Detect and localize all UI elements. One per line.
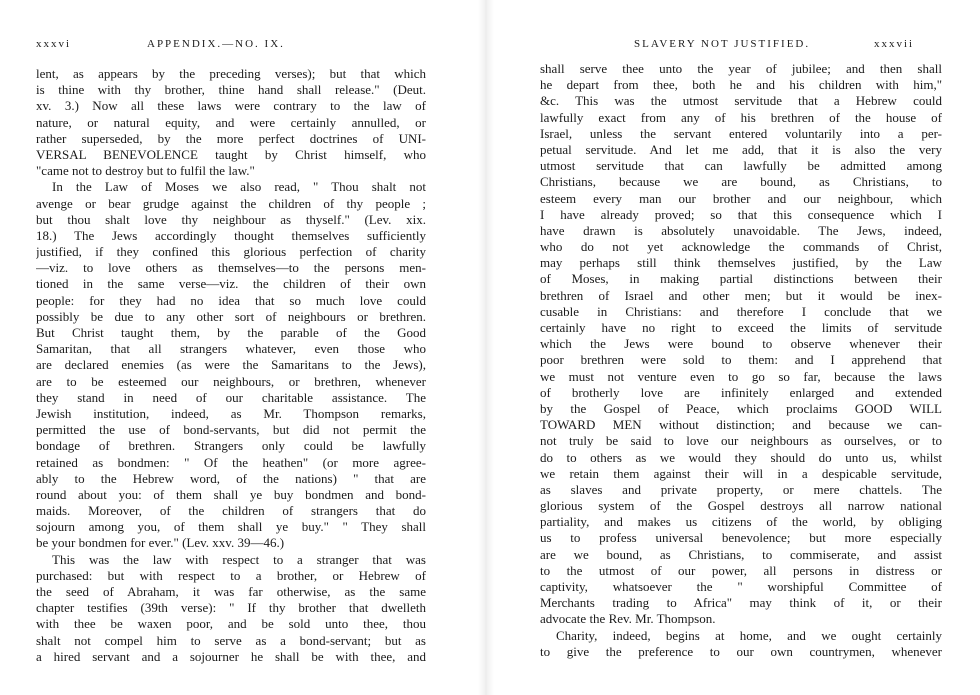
text-line: a hired servant and a sojourner he shall be with thee, and xyxy=(36,648,426,664)
text-line: chapter testifies (39th verse): " If thy brother that dwelleth xyxy=(36,600,426,616)
text-line: In the Law of Moses we also read, " Thou shalt not xyxy=(52,179,426,195)
text-line: we must not venture even to go so far, because the laws xyxy=(540,368,942,384)
text-line: esteem every man our brother and our neighbour, which xyxy=(540,190,942,206)
text-line: tioned in the same verse—viz. the children of their own xyxy=(36,276,426,292)
text-line: may perhaps still think themselves justified, by the Law xyxy=(540,255,942,271)
text-line: permitted the use of bond-servants, but did not permit the xyxy=(36,422,426,438)
right-running-head: SLAVERY NOT JUSTIFIED. xyxy=(634,38,811,50)
text-line: are we bound, as Christians, to commiserate, and assist xyxy=(540,546,942,562)
text-line: utmost servitude that can lawfully be admitted among xyxy=(540,158,942,174)
text-line: shall serve thee unto the year of jubilee; and then shall xyxy=(540,61,942,76)
text-line: ably to the Hebrew word, of the nations) " that are xyxy=(36,470,426,486)
text-line: 18.) The Jews accordingly thought themselves sufficiently xyxy=(36,227,426,243)
text-line: the seed of Abraham, it was far otherwise, as the same xyxy=(36,584,426,599)
text-line: are declared enemies (as were the Samaritans to the Jews), xyxy=(36,357,426,373)
text-line: we retain them against their will in a despicable servitude, xyxy=(540,465,942,481)
text-line: shalt not compel him to serve as a bond-servant; but as xyxy=(36,632,426,648)
left-page-header xyxy=(0,38,470,54)
text-line: people: for they had no idea that so much love could xyxy=(36,292,426,308)
left-page-number: xxxvi xyxy=(36,38,72,50)
text-line: But Christ taught them, by the parable of the Good xyxy=(36,325,426,340)
text-line: brethren of Israel and other men; but it would be inex- xyxy=(540,287,942,303)
text-line: purchased: but with respect to a brother, or Hebrew of xyxy=(36,567,426,583)
text-line: —viz. to love others as themselves—to the persons men- xyxy=(36,260,426,276)
text-line: which the Jews were bound to observe whenever their xyxy=(540,336,942,352)
right-page xyxy=(500,0,980,695)
text-line: they stand in need of our charitable assistance. The xyxy=(36,389,426,405)
text-line: partiality, and makes us citizens of the world, by obliging xyxy=(540,514,942,530)
text-line: Christians, because we are bound, as Christians, to xyxy=(540,174,942,190)
text-line: Israel, unless the servant entered voluntarily into a per- xyxy=(540,125,942,141)
text-line: VERSAL BENEVOLENCE taught by Christ himself, who xyxy=(36,146,426,162)
text-line: I have already proved; so that this consequence which I xyxy=(540,206,942,222)
text-line: avenge or bear grudge against the children of thy people ; xyxy=(36,195,426,211)
text-line: of brotherly love are infinitely enlarged and extended xyxy=(540,384,942,400)
text-line: xv. 3.) Now all these laws were contrary to the law of xyxy=(36,98,426,114)
left-running-head: APPENDIX.—NO. IX. xyxy=(147,38,285,50)
text-line: sojourn among you, of them shall ye buy." " They shall xyxy=(36,519,426,535)
text-line: advocate the Rev. Mr. Thompson. xyxy=(540,611,716,627)
text-line: not truly be said to love our neighbours as ourselves, or to xyxy=(540,433,942,449)
right-page-text xyxy=(540,61,942,660)
text-line: who do not yet acknowledge the commands of Christ, xyxy=(540,239,942,255)
text-line: &c. This was the utmost servitude that a Hebrew could xyxy=(540,93,942,109)
text-line: glorious system of the Gospel destroys all narrow national xyxy=(540,498,942,514)
text-line: is thine with thy brother, thine hand shall release." (Deut. xyxy=(36,82,426,98)
left-page xyxy=(0,0,470,695)
text-line: maids. Moreover, of the children of strangers that do xyxy=(36,503,426,519)
text-line: have drawn is absolutely unavoidable. The Jews, indeed, xyxy=(540,222,942,238)
text-line: TOWARD MEN without distinction; and because we can- xyxy=(540,417,942,433)
text-line: Charity, indeed, begins at home, and we ought certainly xyxy=(556,627,942,643)
text-line: rather superseded, by the more perfect doctrines of UNI- xyxy=(36,130,426,146)
text-line: as slaves and private property, or mere chattels. The xyxy=(540,481,942,497)
text-line: nature, or natural equity, and were certainly annulled, or xyxy=(36,114,426,130)
text-line: Merchants trading to Africa" may think of it, or their xyxy=(540,595,942,611)
text-line: lawfully exact from any of his brethren of the house of xyxy=(540,109,942,125)
text-line: poor brethren were sold to them: and I apprehend that xyxy=(540,352,942,368)
text-line: us to profess universal benevolence; but more especially xyxy=(540,530,942,546)
text-line: round about you: of them shall ye buy bondmen and bond- xyxy=(36,486,426,502)
text-line: be your bondmen for ever." (Lev. xxv. 39—46.) xyxy=(36,535,285,551)
text-line: "came not to destroy but to fulfil the law." xyxy=(36,163,255,179)
right-page-header xyxy=(500,38,980,54)
text-line: retained as bondmen: " Of the heathen" (or more agree- xyxy=(36,454,426,470)
text-line: of Moses, in making partial distinctions between their xyxy=(540,271,942,287)
text-line: to the utmost of our power, all persons in distress or xyxy=(540,562,942,578)
text-line: to give the preference to our own countrymen, whenever xyxy=(540,643,942,659)
text-line: but thou shalt love thy neighbour as thyself." (Lev. xix. xyxy=(36,211,426,227)
text-line: by the Gospel of Peace, which proclaims GOOD WILL xyxy=(540,400,942,416)
text-line: lent, as appears by the preceding verses); but that which xyxy=(36,66,426,81)
text-line: are to be esteemed our neighbours, or brethren, whenever xyxy=(36,373,426,389)
text-line: This was the law with respect to a stranger that was xyxy=(52,551,426,567)
text-line: possibly be due to any other sort of neighbours or brethren. xyxy=(36,308,426,324)
text-line: justified, if they confined this glorious perfection of charity xyxy=(36,244,426,260)
text-line: certainly have no right to exceed the limits of servitude xyxy=(540,320,942,335)
text-line: captivity, whatsoever the " worshipful Committee of xyxy=(540,579,942,594)
left-page-text xyxy=(36,66,426,665)
text-line: petual servitude. And let me add, that it is also the very xyxy=(540,141,942,157)
text-line: do to others as we would they should do unto us, whilst xyxy=(540,449,942,465)
right-page-number: xxxvii xyxy=(874,38,915,50)
text-line: with thee be waxen poor, and be sold unto thee, thou xyxy=(36,616,426,632)
book-gutter xyxy=(478,0,494,695)
text-line: Jewish institution, indeed, as Mr. Thompson remarks, xyxy=(36,405,426,421)
text-line: he depart from thee, both he and his children with him," xyxy=(540,77,942,93)
text-line: cusable in Christians: and therefore I conclude that we xyxy=(540,303,942,319)
text-line: bondage of brethren. Strangers only could be lawfully xyxy=(36,438,426,454)
text-line: Samaritan, that all strangers whatever, even those who xyxy=(36,341,426,357)
